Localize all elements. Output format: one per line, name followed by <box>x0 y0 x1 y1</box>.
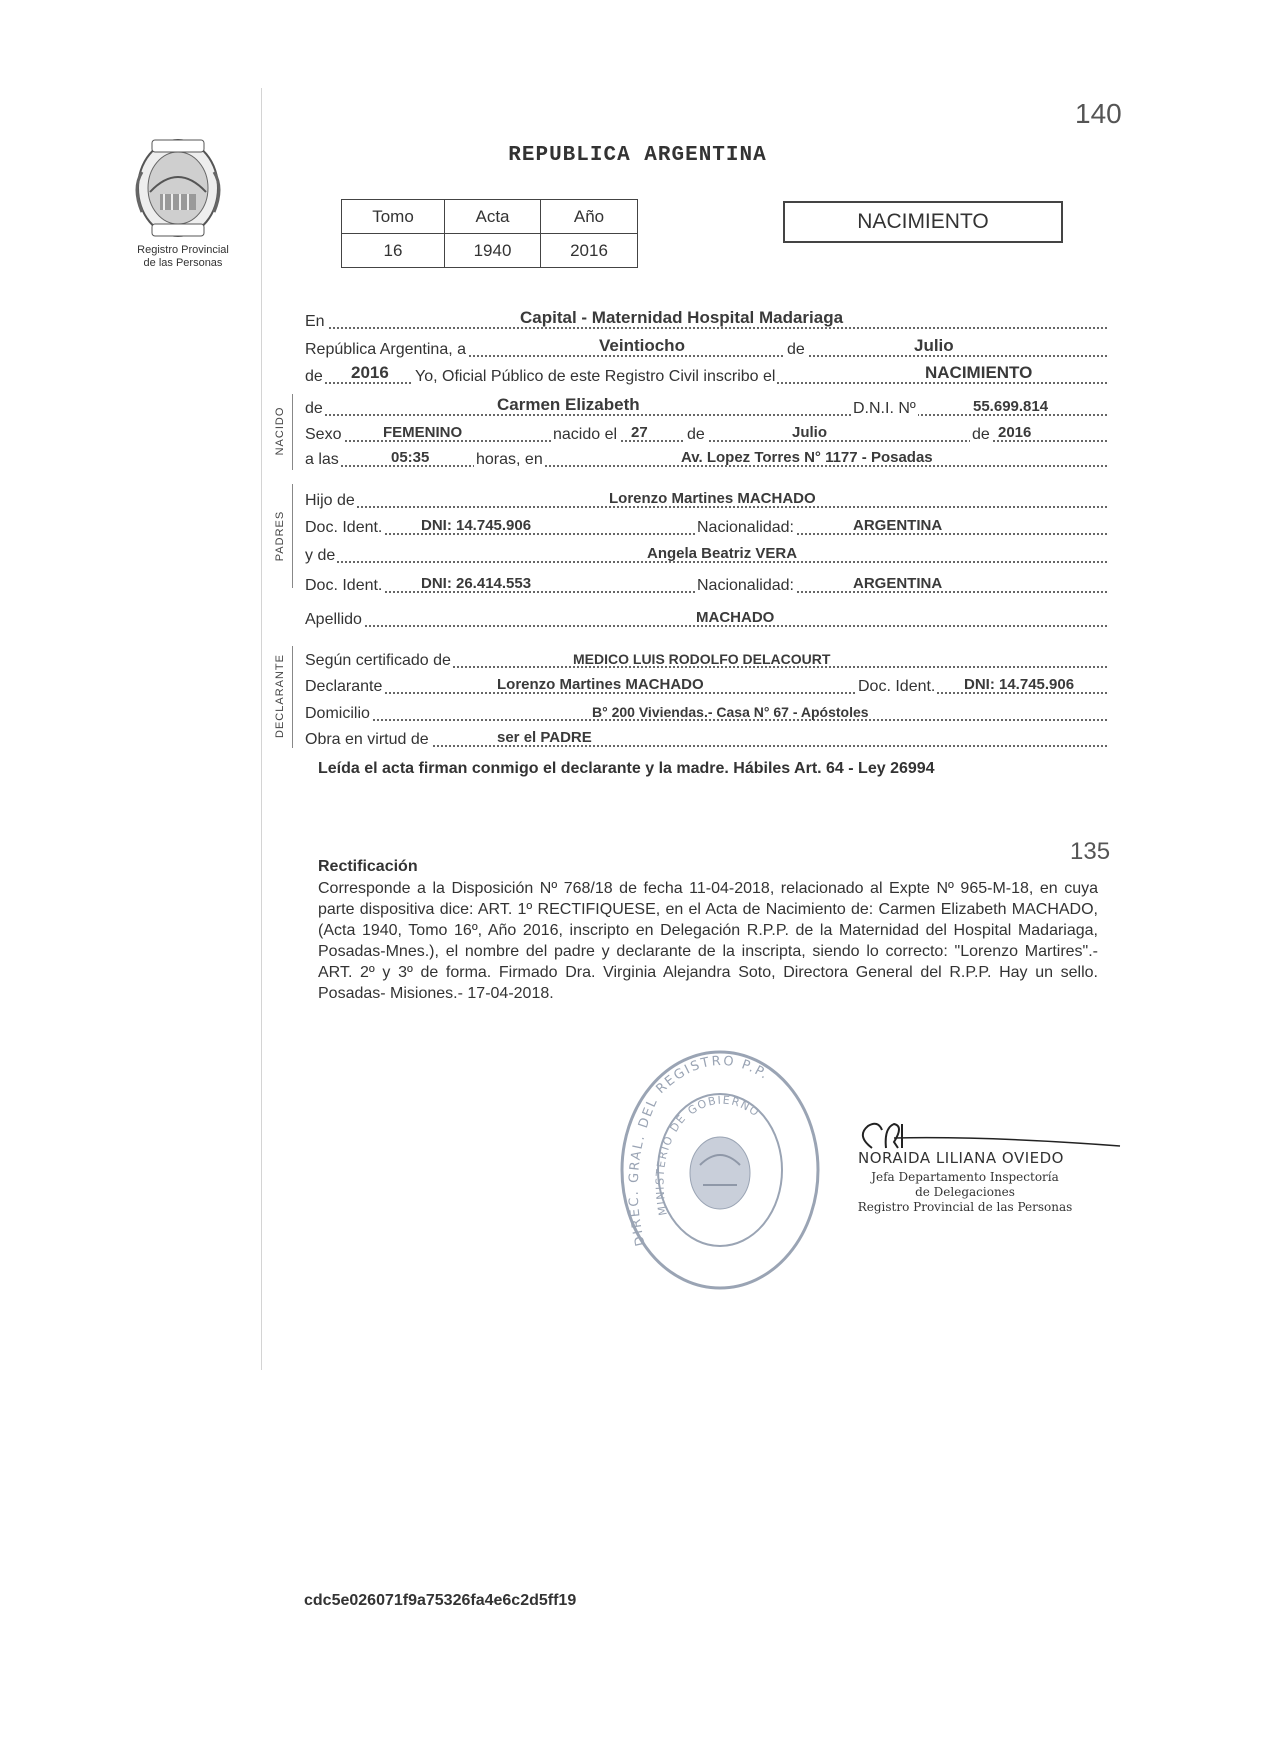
signatory-role-line1: Jefa Departamento Inspectoría <box>871 1170 1059 1184</box>
rectificacion-body: Corresponde a la Disposición Nº 768/18 de fecha 11-04-2018, relacionado al Expte Nº 965-M-18, en cuya parte dispositiva dice: ART. 1º RECTIFIQUESE, en el Acta de Nacimiento de: Carmen Elizabeth MACHADO, (Acta 1940, Tomo 16º, Año 2016, inscripto en Delegación R.P.P. de la Maternidad del Hospital Madariaga, Posadas-Mnes.), el nombre del padre y declarante de la inscripta, siendo lo correcto: "Lorenzo Martires".- ART. 2º y 3º de forma. Firmado Dra. Virginia Alejandra Soto, Directora General del R.P.P. Hay un sello. Posadas- Misiones.- 17-04-2018. <box>318 880 1098 1002</box>
row-madre <box>305 543 1107 565</box>
row-sexo <box>305 422 1107 444</box>
closing-note: Leída el acta firman conmigo el declarante y la madre. Hábiles Art. 64 - Ley 26994 <box>318 760 935 777</box>
value-tomo: 16 <box>342 234 445 268</box>
row-certificado <box>305 648 1107 670</box>
official-seal-stamp <box>615 1045 825 1295</box>
value-padre-nacionalidad: ARGENTINA <box>853 517 943 534</box>
nacido-bracket <box>292 394 299 470</box>
value-hora: 05:35 <box>391 449 430 466</box>
value-lugar-nacimiento: Av. Lopez Torres N° 1177 - Posadas <box>681 449 933 466</box>
value-lugar-inscripcion: Capital - Maternidad Hospital Madariaga <box>520 308 844 327</box>
value-declarante: Lorenzo Martines MACHADO <box>497 676 704 693</box>
page-number-top: 140 <box>1075 98 1122 129</box>
value-nac-dia: 27 <box>631 424 648 441</box>
label-nac-de: de <box>687 426 705 443</box>
label-doc-ident: Doc. Ident. <box>305 519 383 536</box>
side-label-nacido: NACIDO <box>274 406 286 456</box>
value-inscribo: NACIMIENTO <box>925 363 1033 382</box>
label-nac-de2: de <box>972 426 990 443</box>
header-anio: Año <box>541 200 638 234</box>
value-padre: Lorenzo Martines MACHADO <box>609 490 816 507</box>
page-edge-line <box>261 88 262 1370</box>
row-obra <box>305 727 1107 749</box>
row-padre <box>305 488 1107 510</box>
value-anio: 2016 <box>351 363 389 382</box>
header-acta: Acta <box>445 200 541 234</box>
row-fecha-inscripcion <box>305 337 1107 359</box>
value-certificado: MEDICO LUIS RODOLFO DELACOURT <box>573 651 831 667</box>
value-dia: Veintiocho <box>599 336 685 355</box>
row-domicilio <box>305 701 1107 723</box>
label-de: de <box>787 341 805 358</box>
page-number-middle: 135 <box>1070 838 1111 865</box>
label-declarante: Declarante <box>305 678 383 695</box>
value-madre: Angela Beatriz VERA <box>647 545 798 562</box>
label-domicilio: Domicilio <box>305 705 370 722</box>
label-doc-ident-2: Doc. Ident. <box>305 577 383 594</box>
value-apellido: MACHADO <box>696 609 775 626</box>
svg-text:MINISTERIO DE GOBIERNO: MINISTERIO DE GOBIERNO <box>653 1093 763 1217</box>
label-nacionalidad: Nacionalidad: <box>697 519 794 536</box>
side-label-declarante: DECLARANTE <box>274 654 286 738</box>
registry-table <box>341 199 638 268</box>
label-horas-en: horas, en <box>476 451 543 468</box>
act-type-box: NACIMIENTO <box>783 201 1063 243</box>
crest-caption-line1: Registro Provincial <box>137 244 229 256</box>
label-dni: D.N.I. Nº <box>853 400 916 417</box>
value-decl-doc: DNI: 14.745.906 <box>964 676 1075 693</box>
document-title: REPUBLICA ARGENTINA <box>508 144 767 167</box>
label-decl-doc-ident: Doc. Ident. <box>858 678 936 695</box>
row-en <box>305 309 1107 331</box>
value-nac-mes: Julio <box>792 424 828 441</box>
side-label-padres: PADRES <box>274 510 286 562</box>
signatory-role-line3: Registro Provincial de las Personas <box>857 1200 1073 1214</box>
label-a-las: a las <box>305 451 339 468</box>
value-nombre: Carmen Elizabeth <box>497 395 640 414</box>
row-madre-doc <box>305 573 1107 595</box>
label-obra-en-virtud: Obra en virtud de <box>305 731 429 748</box>
label-apellido: Apellido <box>305 611 362 628</box>
label-republica: República Argentina, a <box>305 341 466 358</box>
value-madre-nacionalidad: ARGENTINA <box>853 575 943 592</box>
value-padre-doc: DNI: 14.745.906 <box>421 517 532 534</box>
label-nacido-el: nacido el <box>553 426 618 443</box>
rectificacion-title: Rectificación <box>318 858 418 875</box>
header-tomo: Tomo <box>342 200 445 234</box>
label-de-anio: de <box>305 368 323 385</box>
label-nacido-de: de <box>305 400 323 417</box>
row-apellido <box>305 607 1107 629</box>
label-sexo: Sexo <box>305 426 342 443</box>
row-padre-doc <box>305 515 1107 537</box>
label-nacionalidad-2: Nacionalidad: <box>697 577 794 594</box>
value-acta: 1940 <box>445 234 541 268</box>
row-hora <box>305 447 1107 469</box>
value-dni: 55.699.814 <box>973 398 1049 415</box>
crest-caption <box>108 244 258 270</box>
value-domicilio: B° 200 Viviendas.- Casa N° 67 - Apóstoles <box>592 704 869 720</box>
signatory-role-line2: de Delegaciones <box>915 1185 1015 1199</box>
value-obra: ser el PADRE <box>497 729 592 746</box>
row-nombre <box>305 396 1107 418</box>
label-segun-certificado: Según certificado de <box>305 652 451 669</box>
declarante-bracket <box>292 646 299 748</box>
padres-bracket <box>292 484 299 588</box>
label-en: En <box>305 313 325 330</box>
document-hash: cdc5e026071f9a75326fa4e6c2d5ff19 <box>304 1592 577 1609</box>
svg-text:DIREC. GRAL. DEL REGISTRO P.P.: DIREC. GRAL. DEL REGISTRO P.P. <box>626 1053 772 1248</box>
signatory-name: NORAIDA LILIANA OVIEDO <box>858 1149 1064 1167</box>
value-madre-doc: DNI: 26.414.553 <box>421 575 532 592</box>
row-anio-inscripcion <box>305 364 1107 386</box>
row-declarante <box>305 674 1107 696</box>
text-inscribo: Yo, Oficial Público de este Registro Civil inscribo el <box>415 368 776 385</box>
value-sexo: FEMENINO <box>383 424 463 441</box>
signatory-role <box>830 1170 1100 1215</box>
label-y-de: y de <box>305 547 336 564</box>
label-hijo-de: Hijo de <box>305 492 355 509</box>
value-nac-anio: 2016 <box>998 424 1032 441</box>
value-mes: Julio <box>914 336 954 355</box>
crest-caption-line2: de las Personas <box>143 257 223 269</box>
value-anio: 2016 <box>541 234 638 268</box>
